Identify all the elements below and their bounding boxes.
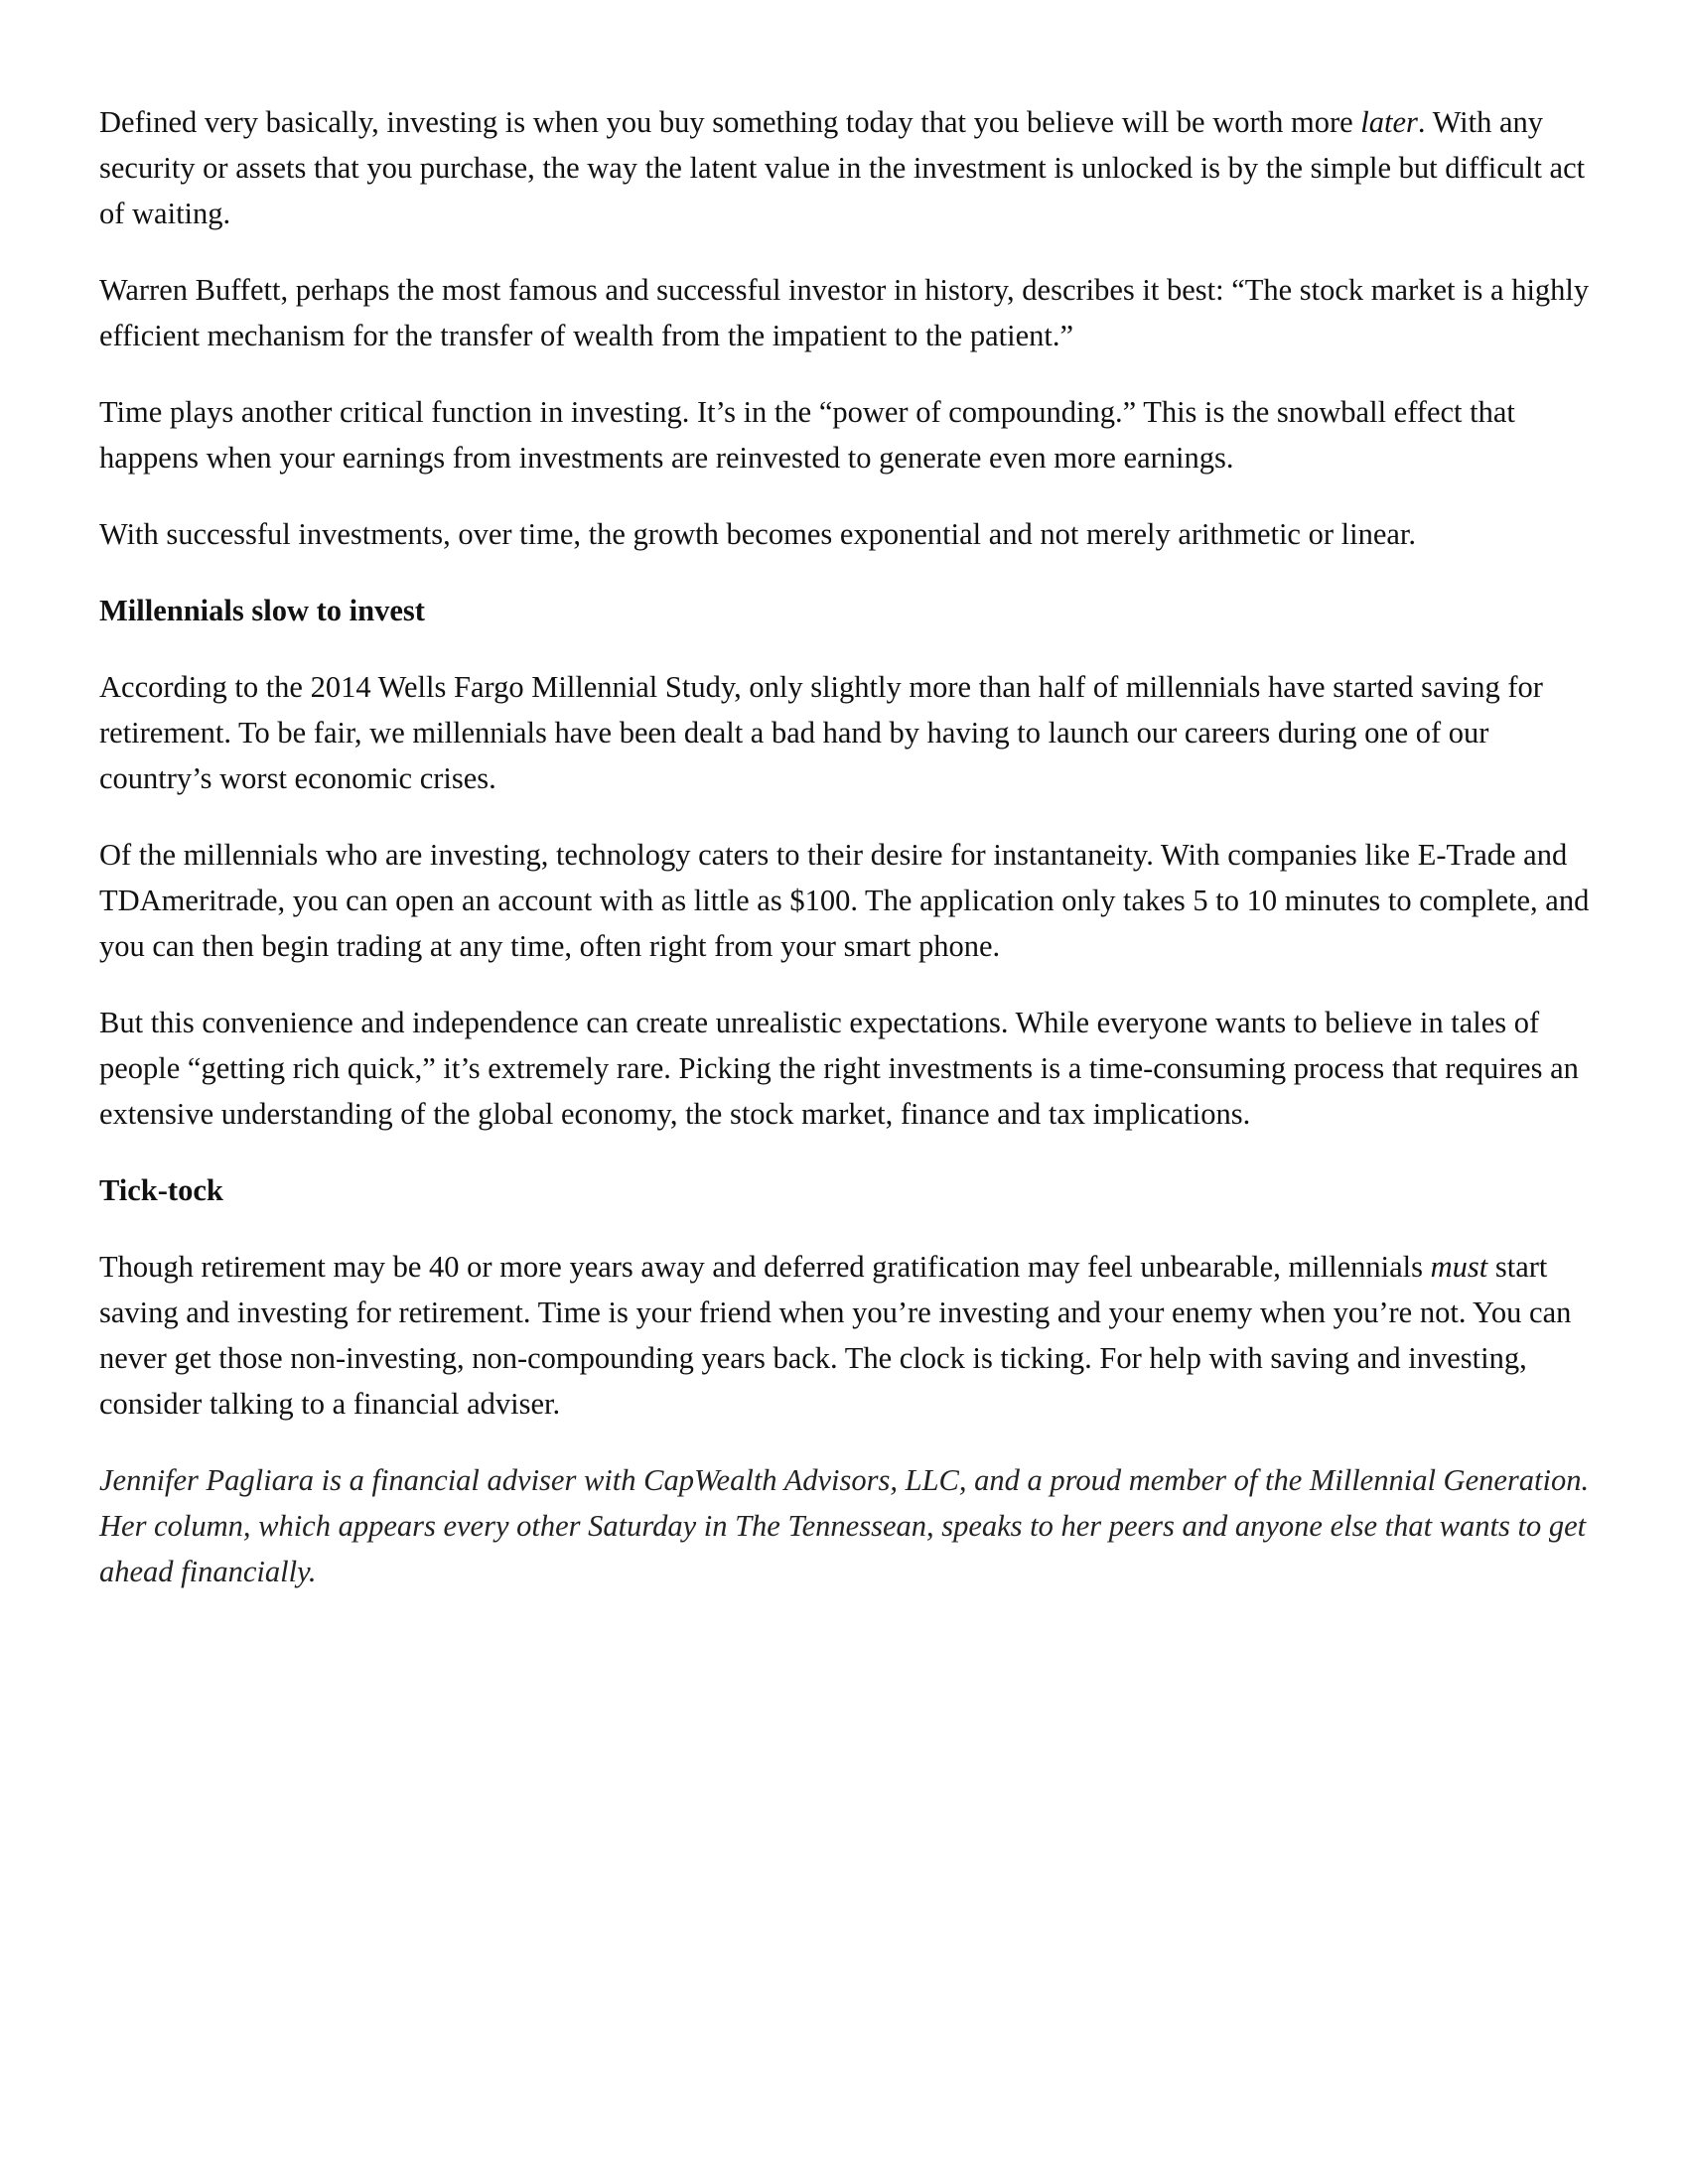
p8-text-before: Though retirement may be 40 or more years away and deferred gratification may feel unbearable, millennials (99, 1250, 1431, 1284)
paragraph-compounding: Time plays another critical function in investing. It’s in the “power of compounding.” This is the snowball effect that happens when your earnings from investments are reinvested to generate even more earnings. (99, 395, 1515, 475)
paragraph-technology: Of the millennials who are investing, technology caters to their desire for instantaneity. With companies like E-Trade and TDAmeritrade, you can open an account with as little as $100. The application only takes 5 to 10 minutes to complete, and you can then begin trading at any time, often right from your smart phone. (99, 838, 1590, 963)
paragraph-wells-fargo-study: According to the 2014 Wells Fargo Millennial Study, only slightly more than half of millennials have started saving for retirement. To be fair, we millennials have been dealt a bad hand by having to launch our careers during one of our country’s worst economic crises. (99, 670, 1543, 795)
p1-emphasis: later (1360, 105, 1418, 139)
author-bio: Jennifer Pagliara is a financial adviser with CapWealth Advisors, LLC, and a proud member of the Millennial Generation. Her column, which appears every other Saturday in The Tennessean, speaks to her peers and anyone else that wants to get ahead financially. (99, 1463, 1590, 1588)
p8-text-after: start saving and investing for retirement. Time is your friend when you’re investing and your enemy when you’re not. You can never get those non-investing, non-compounding years back. The clock is ticking. For help with saving and investing, consider talking to a financial adviser. (99, 1250, 1572, 1421)
section-heading-millennials: Millennials slow to invest (99, 594, 425, 627)
article-body (99, 99, 1599, 1625)
section-heading-tick-tock: Tick-tock (99, 1173, 223, 1207)
paragraph-exponential-growth: With successful investments, over time, the growth becomes exponential and not merely arithmetic or linear. (99, 517, 1416, 551)
paragraph-expectations: But this convenience and independence can create unrealistic expectations. While everyone wants to believe in tales of people “getting rich quick,” it’s extremely rare. Picking the right investments is a time-consuming process that requires an extensive understanding of the global economy, the stock market, finance and tax implications. (99, 1006, 1579, 1131)
p1-text-after: . With any security or assets that you purchase, the way the latent value in the investment is unlocked is by the simple but difficult act of waiting. (99, 105, 1586, 230)
paragraph-buffett-quote: Warren Buffett, perhaps the most famous and successful investor in history, describes it best: “The stock market is a highly efficient mechanism for the transfer of wealth from the impatient to the patient.” (99, 273, 1590, 352)
paragraph-investing-definition (99, 99, 1599, 236)
p8-emphasis: must (1430, 1250, 1488, 1284)
paragraph-retirement (99, 1244, 1599, 1427)
p1-text-before: Defined very basically, investing is when you buy something today that you believe will be worth more (99, 105, 1361, 139)
